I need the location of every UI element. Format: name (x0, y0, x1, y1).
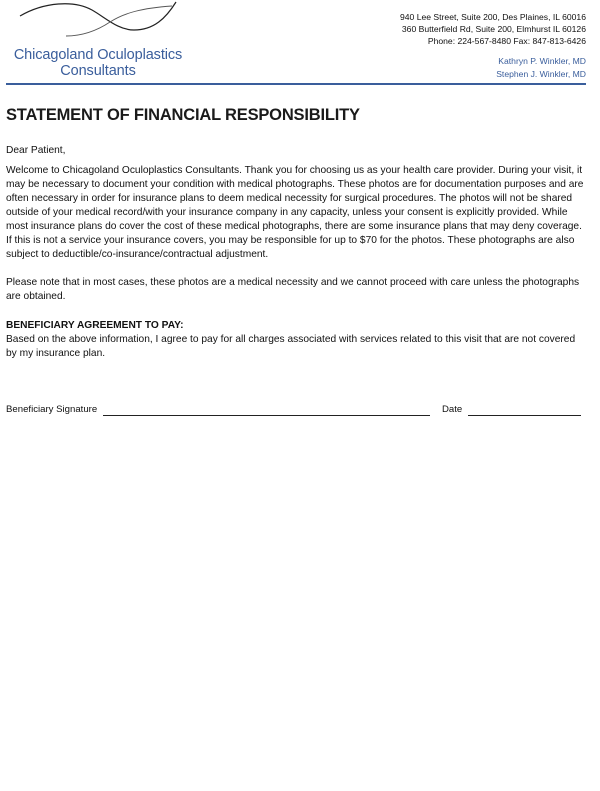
address-line2: 360 Butterfield Rd, Suite 200, Elmhurst IL 60126 (401, 24, 586, 34)
welcome-paragraph: Welcome to Chicagoland Oculoplastics Consultants. Thank you for choosing us as your health care provider. During your visit, it may be necessary to document your condition with medical photographs. These photos are for documentation purposes and are often necessary in order for insurance plans to deem medical necessity for surgical procedures. The photos will not be shared outside of your medical record/with your insurance company in any capacity, unless your consent is explicitly provided. While most insurance plans do cover the cost of these medical photographs, there are some insurance plans that may deny coverage. If this is not a service your insurance covers, you may be responsible for up to $70 for the photos. These photographs are also subject to deductible/co-insurance/contractual adjustment. (6, 165, 584, 260)
date-line[interactable] (468, 415, 581, 416)
doctor-name: Stephen J. Winkler, MD (496, 69, 586, 79)
practice-name-line1: Chicagoland Oculoplastics (13, 47, 183, 63)
header-divider (6, 83, 586, 85)
signature-label: Beneficiary Signature (6, 404, 98, 415)
note-paragraph: Please note that in most cases, these photos are a medical necessity and we cannot proceed with care unless the photographs are obtained. (6, 277, 580, 302)
practice-logo-name (0, 47, 196, 79)
date-label: Date (442, 404, 463, 415)
address-line1: 940 Lee Street, Suite 200, Des Plaines, IL 60016 (399, 12, 586, 22)
document-title: STATEMENT OF FINANCIAL RESPONSIBILITY (6, 106, 360, 124)
greeting: Dear Patient, (6, 145, 66, 156)
agreement-heading: BENEFICIARY AGREEMENT TO PAY: (6, 320, 184, 331)
signature-line[interactable] (103, 415, 430, 416)
phone-fax: Phone: 224-567-8480 Fax: 847-813-6426 (427, 36, 586, 46)
doctors-block (496, 55, 586, 81)
agreement-paragraph: Based on the above information, I agree to pay for all charges associated with services related to this visit that are not covered by my insurance plan. (6, 334, 576, 359)
logo-swoosh-icon (14, 0, 184, 38)
doctor-name: Kathryn P. Winkler, MD (498, 56, 586, 66)
practice-name-line2: Consultants (60, 63, 136, 79)
address-block (400, 11, 586, 47)
